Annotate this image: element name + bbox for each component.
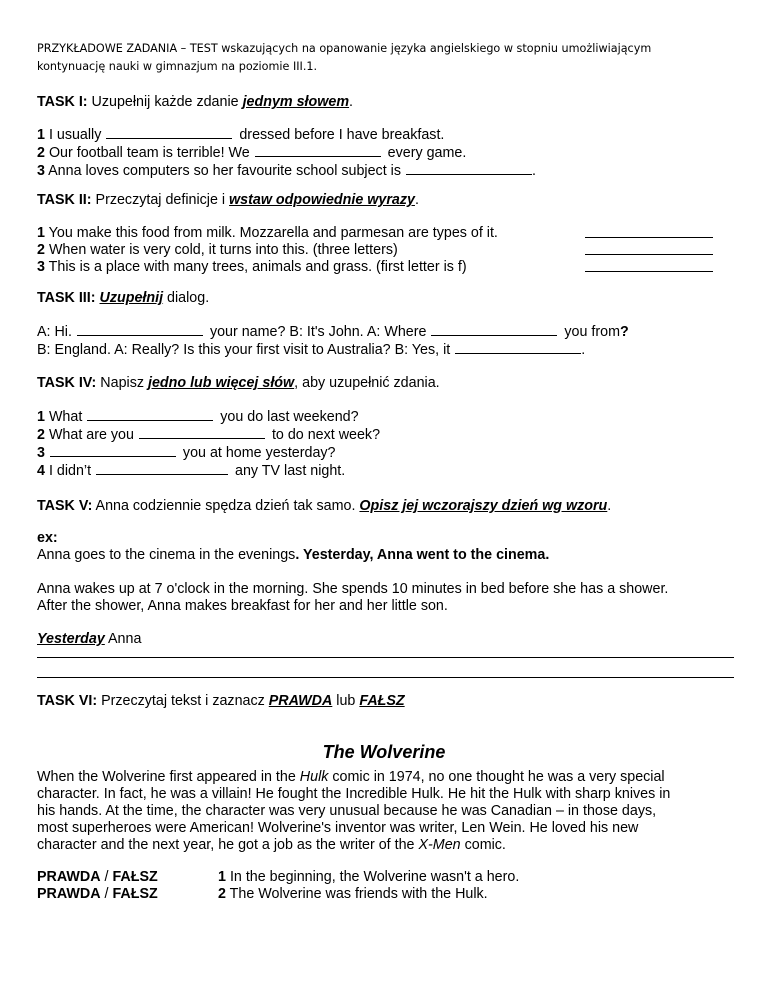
- item-number: 2: [218, 886, 226, 902]
- task-6-instruction: Przeczytaj tekst i zaznacz: [101, 693, 265, 709]
- example-answer: . Yesterday, Anna went to the cinema.: [295, 547, 550, 563]
- answer-blank[interactable]: [87, 408, 213, 421]
- task-2-instruction: Przeczytaj definicje i: [95, 192, 226, 208]
- article-italic: Hulk: [299, 769, 329, 785]
- prawda-label[interactable]: PRAWDA: [37, 886, 101, 902]
- task-2-heading: [37, 192, 737, 209]
- answer-blank[interactable]: [406, 162, 532, 175]
- task-3-heading: [37, 290, 737, 307]
- item-text-after: you at home yesterday?: [182, 445, 336, 461]
- task-1-label: TASK I:: [37, 94, 88, 110]
- dialog-text: B: England. A: Really? Is this your first visit to Australia? B: Yes, it: [37, 342, 451, 358]
- task-2-end: .: [414, 192, 419, 208]
- falsz-label[interactable]: FAŁSZ: [112, 869, 158, 885]
- task-4-item-1: [37, 408, 737, 426]
- task-3-instruction: dialog.: [167, 290, 210, 306]
- article-line-1: [37, 769, 737, 786]
- dialog-text: you from: [564, 324, 621, 340]
- item-text-before: Our football team is terrible! We: [48, 145, 250, 161]
- prawda-label[interactable]: PRAWDA: [37, 869, 101, 885]
- item-text-after: .: [531, 163, 536, 179]
- false-option: FAŁSZ: [359, 693, 405, 709]
- article-text: When the Wolverine first appeared in the: [37, 769, 296, 785]
- article-line-4: most superheroes were American! Wolverine's inventor was writer, Len Wein. He loved his new: [37, 820, 639, 836]
- item-number: 2: [37, 427, 45, 443]
- task-2-item-3: [37, 259, 737, 276]
- statement-text: In the beginning, the Wolverine wasn't a hero.: [229, 869, 520, 885]
- item-text-after: dressed before I have breakfast.: [239, 127, 445, 143]
- dialog-text: A: Hi.: [37, 324, 72, 340]
- answer-blank[interactable]: [96, 462, 228, 475]
- task-4-item-2: [37, 426, 737, 444]
- item-text-before: What: [48, 409, 83, 425]
- answer-blank[interactable]: [77, 323, 203, 336]
- task-6-or: lub: [336, 693, 356, 709]
- header-line-2: kontynuację nauki w gimnazjum na poziomie III.1.: [37, 60, 318, 73]
- item-text-before: I usually: [48, 127, 102, 143]
- yesterday-word: Yesterday: [37, 631, 105, 647]
- item-text-before: What are you: [48, 427, 134, 443]
- task-3-label: TASK III:: [37, 290, 96, 306]
- article-line-3: his hands. At the time, the character was very unusual because he was Canadian – in those days,: [37, 803, 657, 819]
- tf-choice-1[interactable]: [37, 869, 158, 886]
- article-text: character and the next year, he got a job as the writer of the: [37, 837, 415, 853]
- task-3-dialog: [37, 323, 737, 359]
- answer-blank[interactable]: [431, 323, 557, 336]
- task-4-items: [37, 408, 737, 480]
- example-label: ex:: [37, 530, 58, 546]
- item-text-before: I didn’t: [48, 463, 92, 479]
- task-5-heading: [37, 498, 737, 515]
- item-text-after: to do next week?: [271, 427, 381, 443]
- task-2-emphasis: wstaw odpowiednie wyrazy: [229, 192, 415, 208]
- task-4-item-4: [37, 462, 737, 480]
- task-1-item-2: [37, 144, 737, 162]
- item-number: 2: [37, 242, 45, 258]
- task-1-end: .: [349, 94, 354, 110]
- anna-word: Anna: [108, 631, 142, 647]
- task-4-instruction: Napisz: [100, 375, 144, 391]
- article-title: The Wolverine: [322, 742, 446, 762]
- task-3-emphasis: Uzupełnij: [99, 290, 164, 306]
- task-5-answer-start: [37, 631, 737, 648]
- task-5-emphasis: Opisz jej wczorajszy dzień wg wzoru: [359, 498, 608, 514]
- item-text-after: any TV last night.: [235, 463, 346, 479]
- answer-blank[interactable]: [106, 126, 232, 139]
- item-number: 1: [218, 869, 226, 885]
- task-4-item-3: [37, 444, 737, 462]
- task-1-items: [37, 126, 737, 180]
- item-number: 1: [37, 409, 45, 425]
- article-line-5: [37, 837, 737, 854]
- slash: /: [100, 869, 113, 885]
- falsz-label[interactable]: FAŁSZ: [112, 886, 158, 902]
- task-2-item-2: [37, 242, 737, 259]
- tf-statement-1: [218, 869, 519, 886]
- answer-blank-1[interactable]: [585, 236, 713, 238]
- task-1-heading: [37, 94, 737, 111]
- item-number: 4: [37, 463, 45, 479]
- task-2-item-1: [37, 225, 737, 242]
- dialog-line-2: [37, 341, 737, 359]
- task-1-emphasis: jednym słowem: [242, 94, 350, 110]
- item-text-before: Anna loves computers so her favourite school subject is: [48, 163, 401, 179]
- document-header: [37, 40, 737, 76]
- item-number: 1: [37, 127, 45, 143]
- writing-line-1[interactable]: [37, 657, 734, 658]
- question-mark: ?: [620, 324, 629, 340]
- item-number: 3: [37, 445, 45, 461]
- article-italic: X-Men: [418, 837, 461, 853]
- example-text: Anna goes to the cinema in the evenings: [37, 547, 296, 563]
- article-body: [37, 769, 737, 854]
- statement-text: The Wolverine was friends with the Hulk.: [229, 886, 488, 902]
- article-line-2: character. In fact, he was a villain! He fought the Incredible Hulk. He hit the Hulk with sharp knives in: [37, 786, 671, 802]
- example-sentence: [37, 547, 737, 564]
- definition-text: When water is very cold, it turns into this. (three letters): [48, 242, 398, 258]
- task-5-example: [37, 530, 737, 564]
- task-4-emphasis: jedno lub więcej słów: [147, 375, 295, 391]
- answer-blank[interactable]: [139, 426, 265, 439]
- tf-statement-2: [218, 886, 488, 903]
- answer-blank[interactable]: [455, 341, 581, 354]
- dialog-line-1: [37, 323, 737, 341]
- task-2-label: TASK II:: [37, 192, 92, 208]
- item-text-after: every game.: [387, 145, 467, 161]
- task-5-end: .: [607, 498, 612, 514]
- task-1-item-3: [37, 162, 737, 180]
- paragraph-line-1: Anna wakes up at 7 o'clock in the morning. She spends 10 minutes in bed before she has a shower.: [37, 581, 669, 597]
- writing-line-2[interactable]: [37, 677, 734, 678]
- answer-blank[interactable]: [255, 144, 381, 157]
- dialog-text: your name? B: It's John. A: Where: [209, 324, 427, 340]
- task-2-items: [37, 225, 737, 276]
- article-text: comic.: [464, 837, 506, 853]
- task-5-paragraph: [37, 581, 737, 615]
- answer-blank-3[interactable]: [585, 270, 713, 272]
- task-1-item-1: [37, 126, 737, 144]
- article-text: comic in 1974, no one thought he was a very special: [332, 769, 665, 785]
- dialog-text: .: [581, 342, 586, 358]
- task-4-label: TASK IV:: [37, 375, 97, 391]
- task-6-heading: [37, 693, 737, 710]
- item-text-after: you do last weekend?: [220, 409, 359, 425]
- tf-choice-2[interactable]: [37, 886, 158, 903]
- item-number: 2: [37, 145, 45, 161]
- definition-text: This is a place with many trees, animals and grass. (first letter is f): [48, 259, 467, 275]
- definition-text: You make this food from milk. Mozzarella and parmesan are types of it.: [48, 225, 498, 241]
- task-4-end: , aby uzupełnić zdania.: [294, 375, 440, 391]
- true-option: PRAWDA: [268, 693, 333, 709]
- task-1-instruction: Uzupełnij każde zdanie: [91, 94, 239, 110]
- slash: /: [100, 886, 113, 902]
- answer-blank[interactable]: [50, 444, 176, 457]
- task-5-label: TASK V:: [37, 498, 93, 514]
- task-4-heading: [37, 375, 737, 392]
- task-6-label: TASK VI:: [37, 693, 98, 709]
- item-number: 3: [37, 163, 45, 179]
- item-number: 3: [37, 259, 45, 275]
- item-number: 1: [37, 225, 45, 241]
- answer-blank-2[interactable]: [585, 253, 713, 255]
- paragraph-line-2: After the shower, Anna makes breakfast for her and her little son.: [37, 598, 448, 614]
- task-5-instruction: Anna codziennie spędza dzień tak samo.: [95, 498, 356, 514]
- header-line-1: PRZYKŁADOWE ZADANIA – TEST wskazujących na opanowanie języka angielskiego w stopniu umożliwiającym: [37, 42, 652, 55]
